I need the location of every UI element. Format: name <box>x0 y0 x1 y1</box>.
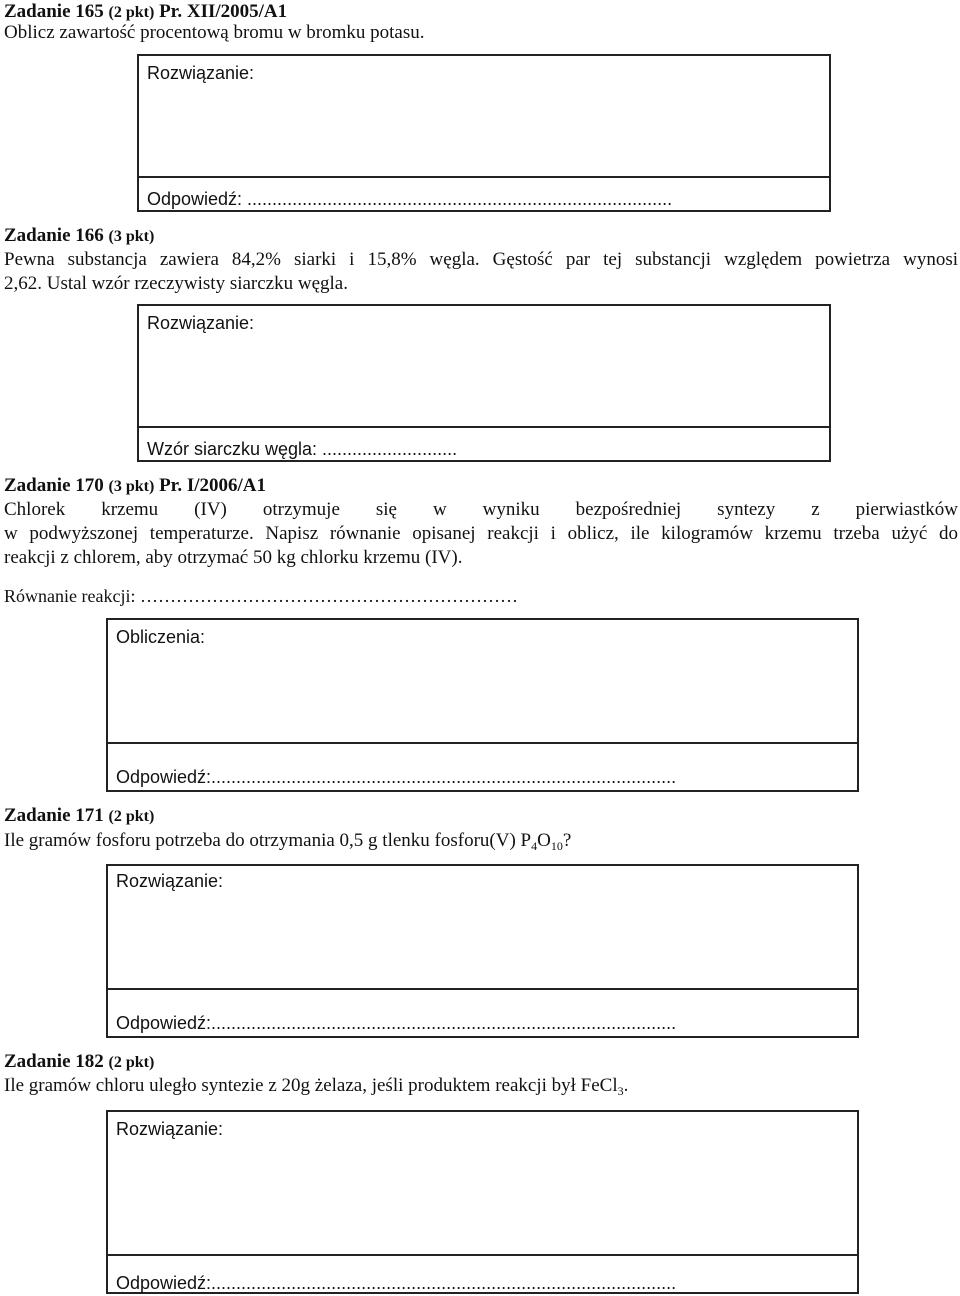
task-171-solution-box[interactable] <box>106 864 859 1038</box>
solution-label: Rozwiązanie: <box>116 871 224 891</box>
text-part: O <box>537 830 551 851</box>
task-171-text <box>4 829 571 853</box>
answer-label: Odpowiedź: ..................................................................................... <box>147 189 673 209</box>
box-divider <box>139 426 829 428</box>
answer-label: Wzór siarczku węgla: ........................... <box>147 439 458 459</box>
equation-label[interactable]: Równanie reakcji: ……………………………………………………… <box>4 586 518 606</box>
answer-label: Odpowiedź:............................................................................................. <box>116 767 677 787</box>
task-170-text-line2: w podwyższonej temperaturze. Napisz równanie opisanej reakcji i oblicz, ile kilogramów krzemu trzeba użyć do <box>4 523 958 544</box>
text-part: ? <box>562 830 572 851</box>
solution-label: Rozwiązanie: <box>116 1119 224 1139</box>
task-182-title: Zadanie 182 <box>4 1051 104 1072</box>
task-166-points: (3 pkt) <box>108 228 155 245</box>
box-divider <box>108 988 857 990</box>
task-170-source: Pr. I/2006/A1 <box>159 475 267 496</box>
answer-label: Odpowiedź:............................................................................................. <box>116 1273 677 1293</box>
task-170-points: (3 pkt) <box>108 478 155 495</box>
subscript: 10 <box>550 839 563 853</box>
answer-label: Odpowiedź:............................................................................................. <box>116 1013 677 1033</box>
box-divider <box>108 742 857 744</box>
task-165-text: Oblicz zawartość procentową bromu w bromku potasu. <box>4 22 425 43</box>
task-170-solution-box[interactable] <box>106 618 859 792</box>
task-171-header <box>4 804 154 829</box>
solution-label: Rozwiązanie: <box>147 63 255 83</box>
task-166-text-line1: Pewna substancja zawiera 84,2% siarki i 15,8% węgla. Gęstość par tej substancji względem powietrza wynosi <box>4 249 958 270</box>
text-part: Ile gramów fosforu potrzeba do otrzymania 0,5 g tlenku fosforu(V) P <box>4 830 532 851</box>
task-170-text-line3: reakcji z chlorem, aby otrzymać 50 kg chlorku krzemu (IV). <box>4 547 463 568</box>
task-165-solution-box[interactable] <box>137 54 831 212</box>
task-171-title: Zadanie 171 <box>4 805 104 826</box>
task-166-solution-box[interactable] <box>137 304 831 462</box>
task-166-header <box>4 224 154 249</box>
task-182-text <box>4 1074 628 1098</box>
box-divider <box>108 1254 857 1256</box>
task-182-header <box>4 1050 154 1075</box>
text-part: . <box>623 1075 629 1096</box>
text-part: Ile gramów chloru uległo syntezie z 20g żelaza, jeśli produktem reakcji był FeCl <box>4 1075 618 1096</box>
subscript: 4 <box>531 839 538 853</box>
task-166-title: Zadanie 166 <box>4 225 104 246</box>
task-165-points: (2 pkt) <box>108 4 155 21</box>
box-divider <box>139 176 829 178</box>
solution-label: Obliczenia: <box>116 627 206 647</box>
task-170-title: Zadanie 170 <box>4 475 104 496</box>
solution-label: Rozwiązanie: <box>147 313 255 333</box>
task-182-solution-box[interactable] <box>106 1110 859 1294</box>
subscript: 3 <box>617 1084 624 1098</box>
task-165-source: Pr. XII/2005/A1 <box>159 1 288 22</box>
task-165-title: Zadanie 165 <box>4 1 104 22</box>
task-171-points: (2 pkt) <box>108 808 155 825</box>
task-170-text-line1: Chlorek krzemu (IV) otrzymuje się w wyniku bezpośredniej syntezy z pierwiastków <box>4 499 958 520</box>
task-182-points: (2 pkt) <box>108 1054 155 1071</box>
task-166-text-line2: 2,62. Ustal wzór rzeczywisty siarczku węgla. <box>4 273 348 294</box>
task-170-header <box>4 474 266 499</box>
